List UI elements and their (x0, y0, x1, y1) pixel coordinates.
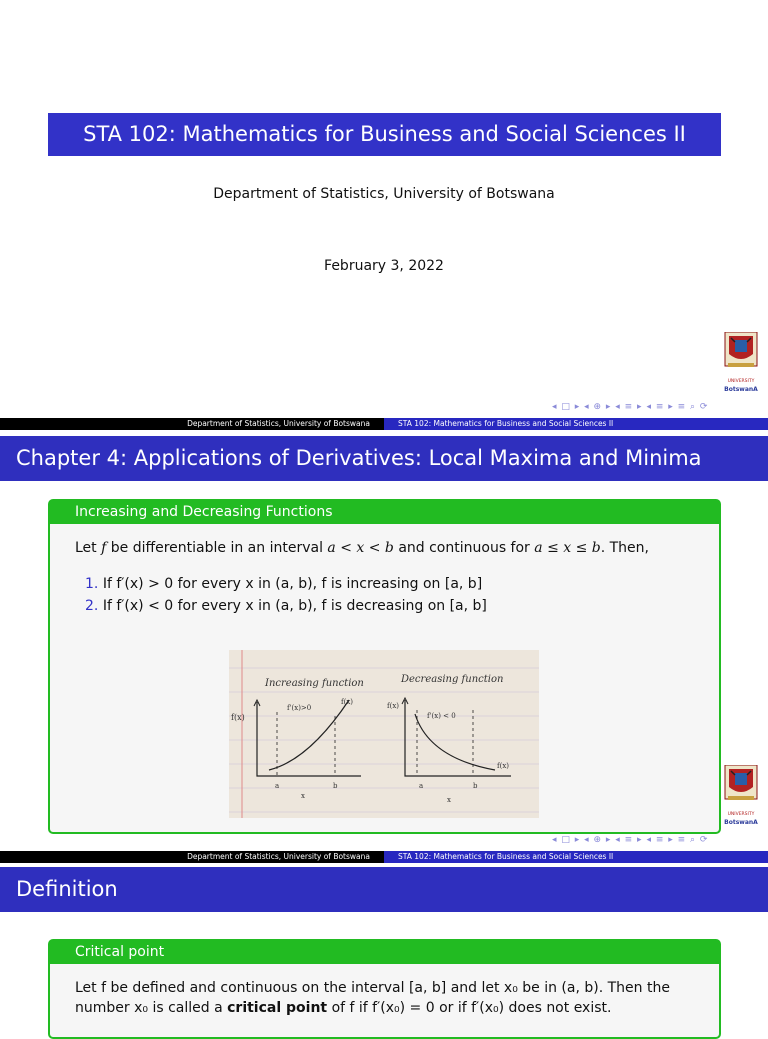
svg-text:b: b (473, 782, 478, 790)
sketch-left-title: Increasing function (265, 678, 364, 689)
svg-text:f(x): f(x) (497, 762, 510, 770)
intro-sentence: Let f be differentiable in an interval a < x < b and continuous for a ≤ x ≤ b. Then, (75, 540, 649, 556)
beamer-nav-controls[interactable]: ◂ □ ▸ ◂ ⊕ ▸ ◂ ≡ ▸ ◂ ≡ ▸ ≡ ⌕ ⟳ (552, 402, 709, 412)
logo-text-2: BotswanA (724, 819, 758, 826)
title-banner (48, 113, 721, 156)
beamer-nav-controls[interactable]: ◂ □ ▸ ◂ ⊕ ▸ ◂ ≡ ▸ ◂ ≡ ▸ ≡ ⌕ ⟳ (552, 835, 709, 845)
svg-text:f(x): f(x) (231, 713, 245, 722)
svg-text:f(x): f(x) (387, 702, 400, 710)
svg-text:x: x (301, 792, 305, 800)
svg-text:f(x): f(x) (341, 698, 354, 706)
frame-title: Definition (0, 867, 768, 912)
footer-right: STA 102: Mathematics for Business and Social Sciences II (384, 851, 768, 863)
definition-block (48, 939, 721, 1039)
logo-text-2: BotswanA (724, 386, 758, 393)
block-body (50, 964, 719, 1018)
function-sketch-image (229, 650, 539, 818)
date-line: February 3, 2022 (324, 258, 444, 274)
svg-text:b: b (333, 782, 338, 790)
block-title: Critical point (50, 941, 719, 964)
university-logo (721, 765, 761, 827)
definition-line-2: number x₀ is called a critical point of f if f′(x₀) = 0 or if f′(x₀) does not exist. (75, 1000, 612, 1016)
sketch-right-title: Decreasing function (401, 674, 504, 685)
svg-text:a: a (419, 782, 424, 790)
svg-text:f'(x)>0: f'(x)>0 (287, 704, 312, 712)
definition-line-1: Let f be defined and continuous on the interval [a, b] and let x₀ be in (a, b). Then the (75, 980, 670, 996)
footer-left: Department of Statistics, University of Botswana (0, 418, 384, 430)
svg-text:a: a (275, 782, 280, 790)
logo-text-1: UNIVERSITY (727, 812, 755, 817)
logo-text-1: UNIVERSITY (727, 379, 755, 384)
block-body (50, 540, 719, 614)
footer-left: Department of Statistics, University of Botswana (0, 851, 384, 863)
university-logo (721, 332, 761, 394)
block-title: Increasing and Decreasing Functions (50, 501, 719, 524)
svg-text:f'(x) < 0: f'(x) < 0 (427, 712, 456, 720)
svg-text:x: x (447, 796, 451, 804)
list-item: 1. If f′(x) > 0 for every x in (a, b), f is increasing on [a, b] (85, 576, 483, 592)
department-line: Department of Statistics, University of Botswana (213, 186, 555, 202)
frame-title: Chapter 4: Applications of Derivatives: Local Maxima and Minima (0, 436, 768, 481)
footer-right: STA 102: Mathematics for Business and Social Sciences II (384, 418, 768, 430)
list-item: 2. If f′(x) < 0 for every x in (a, b), f is decreasing on [a, b] (85, 598, 487, 614)
presentation-title: STA 102: Mathematics for Business and Social Sciences II (83, 122, 686, 146)
